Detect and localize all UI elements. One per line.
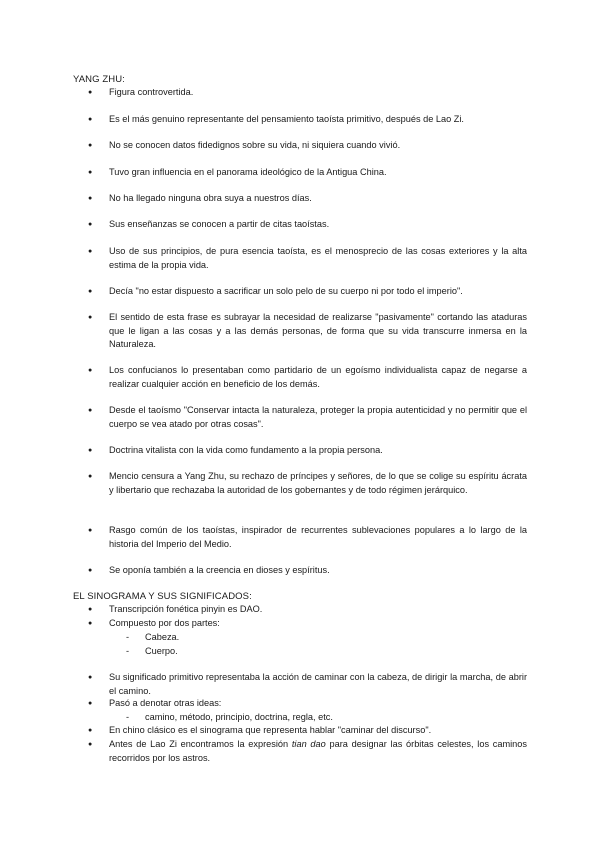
- bullet-item: ● No ha llegado ninguna obra suya a nuestros días.: [109, 192, 527, 206]
- bullet-item: ● Sus enseñanzas se conocen a partir de citas taoístas.: [109, 218, 527, 232]
- bullet-item: ● Decía "no estar dispuesto a sacrificar un solo pelo de su cuerpo ni por todo el imperio".: [109, 285, 527, 299]
- bullet-item: ● Los confucianos lo presentaban como partidario de un egoísmo individualista capaz de negarse a realizar cualquier acción en beneficio de los demás.: [109, 364, 527, 391]
- sub-item: - Cabeza.: [145, 631, 179, 644]
- bullet-item: ● No se conocen datos fidedignos sobre su vida, ni siquiera cuando vivió.: [109, 139, 527, 153]
- bullet-item: ● Tuvo gran influencia en el panorama ideológico de la Antigua China.: [109, 166, 527, 180]
- bullet-item: ● Se oponía también a la creencia en dioses y espíritus.: [109, 564, 527, 578]
- bullet-item: ● Desde el taoísmo "Conservar intacta la naturaleza, proteger la propia autenticidad y no permitir que el cuerpo se vea atado por otras cosas".: [109, 404, 527, 431]
- item-text: para designar las órbitas celestes, los caminos recorridos por los astros.: [109, 739, 527, 763]
- bullet-item: ● Doctrina vitalista con la vida como fundamento a la propia persona.: [109, 444, 527, 458]
- item-text: Antes de Lao Zi encontramos la expresión: [109, 739, 292, 749]
- italic-term: tian dao: [291, 739, 326, 749]
- bullet-item: ● Es el más genuino representante del pensamiento taoísta primitivo, después de Lao Zi.: [109, 113, 527, 127]
- bullet-item: [109, 738, 527, 765]
- sub-item: - Cuerpo.: [145, 645, 178, 658]
- bullet-item: ● Su significado primitivo representaba la acción de caminar con la cabeza, de dirigir la marcha, de abrir el camino.: [109, 671, 527, 698]
- bullet-item: ● Rasgo común de los taoístas, inspirador de recurrentes sublevaciones populares a lo largo de la historia del Imperio del Medio.: [109, 524, 527, 551]
- bullet-item: ● Compuesto por dos partes:: [109, 617, 527, 631]
- bullet-item: ● En chino clásico es el sinograma que representa hablar "caminar del discurso".: [109, 724, 527, 738]
- bullet-item: ● Transcripción fonética pinyin es DAO.: [109, 603, 527, 617]
- section-heading-sinograma: EL SINOGRAMA Y SUS SIGNIFICADOS:: [73, 591, 252, 602]
- bullet-item: ● Mencio censura a Yang Zhu, su rechazo de príncipes y señores, de lo que se colige su espíritu ácrata y libertario que rechazaba la autoridad de los gobernantes y de todo régimen jerárquico.: [109, 470, 527, 497]
- bullet-item: ● Figura controvertida.: [109, 86, 527, 100]
- bullet-item: ● El sentido de esta frase es subrayar la necesidad de realizarse "pasivamente" cortando las ataduras que le ligan a las cosas y a las demás personas, de forma que su vida transcurre inmersa en la Naturaleza.: [109, 311, 527, 352]
- bullet-item: ● Pasó a denotar otras ideas:: [109, 697, 527, 711]
- sub-item: - camino, método, principio, doctrina, regla, etc.: [145, 711, 333, 724]
- section-heading-yang-zhu: YANG ZHU:: [73, 74, 125, 85]
- bullet-item: ● Uso de sus principios, de pura esencia taoísta, es el menosprecio de las cosas exteriores y la alta estima de la propia vida.: [109, 245, 527, 272]
